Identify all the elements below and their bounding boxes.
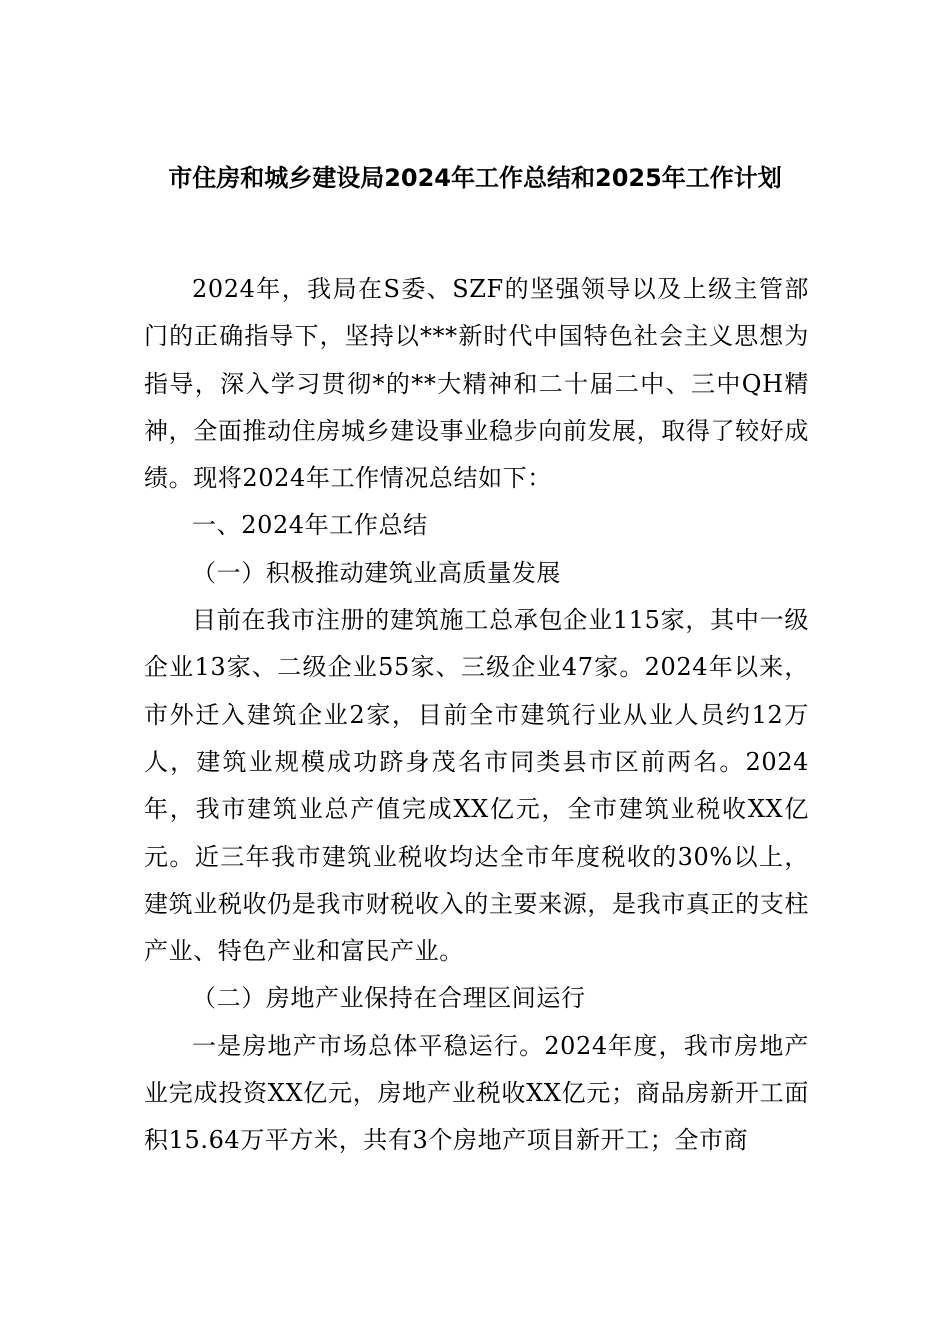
section-heading-1: 一、2024年工作总结 <box>192 511 428 540</box>
subsection-heading-2: （二）房地产业保持在合理区间运行 <box>192 984 586 1013</box>
real-estate-paragraph: 一是房地产市场总体平稳运行。2024年度，我市房地产业完成投资XX亿元，房地产业税收XX亿元；商品房新开工面积15.64万平方米，共有3个房地产项目新开工；全市商 <box>144 1031 809 1155</box>
construction-paragraph: 目前在我市注册的建筑施工总承包企业115家，其中一级企业13家、二级企业55家、三级企业47家。2024年以来，市外迁入建筑企业2家，目前全市建筑行业从业人员约12万人，建筑业规模成功跻身茂名市同类县市区前两名。2024年，我市建筑业总产值完成XX亿元，全市建筑业税收XX亿元。近三年我市建筑业税收均达全市年度税收的30%以上，建筑业税收仍是我市财税收入的主要来源，是我市真正的支柱产业、特色产业和富民产业。 <box>144 606 809 966</box>
intro-paragraph: 2024年，我局在S委、SZF的坚强领导以及上级主管部门的正确指导下，坚持以***新时代中国特色社会主义思想为指导，深入学习贯彻*的**大精神和二十届二中、三中QH精神，全面推动住房城乡建设事业稳步向前发展，取得了较好成绩。现将2024年工作情况总结如下： <box>144 275 809 493</box>
document-title: 市住房和城乡建设局2024年工作总结和2025年工作计划 <box>168 164 782 192</box>
document-body <box>144 266 809 1165</box>
subsection-heading-1: （一）积极推动建筑业高质量发展 <box>192 558 561 587</box>
